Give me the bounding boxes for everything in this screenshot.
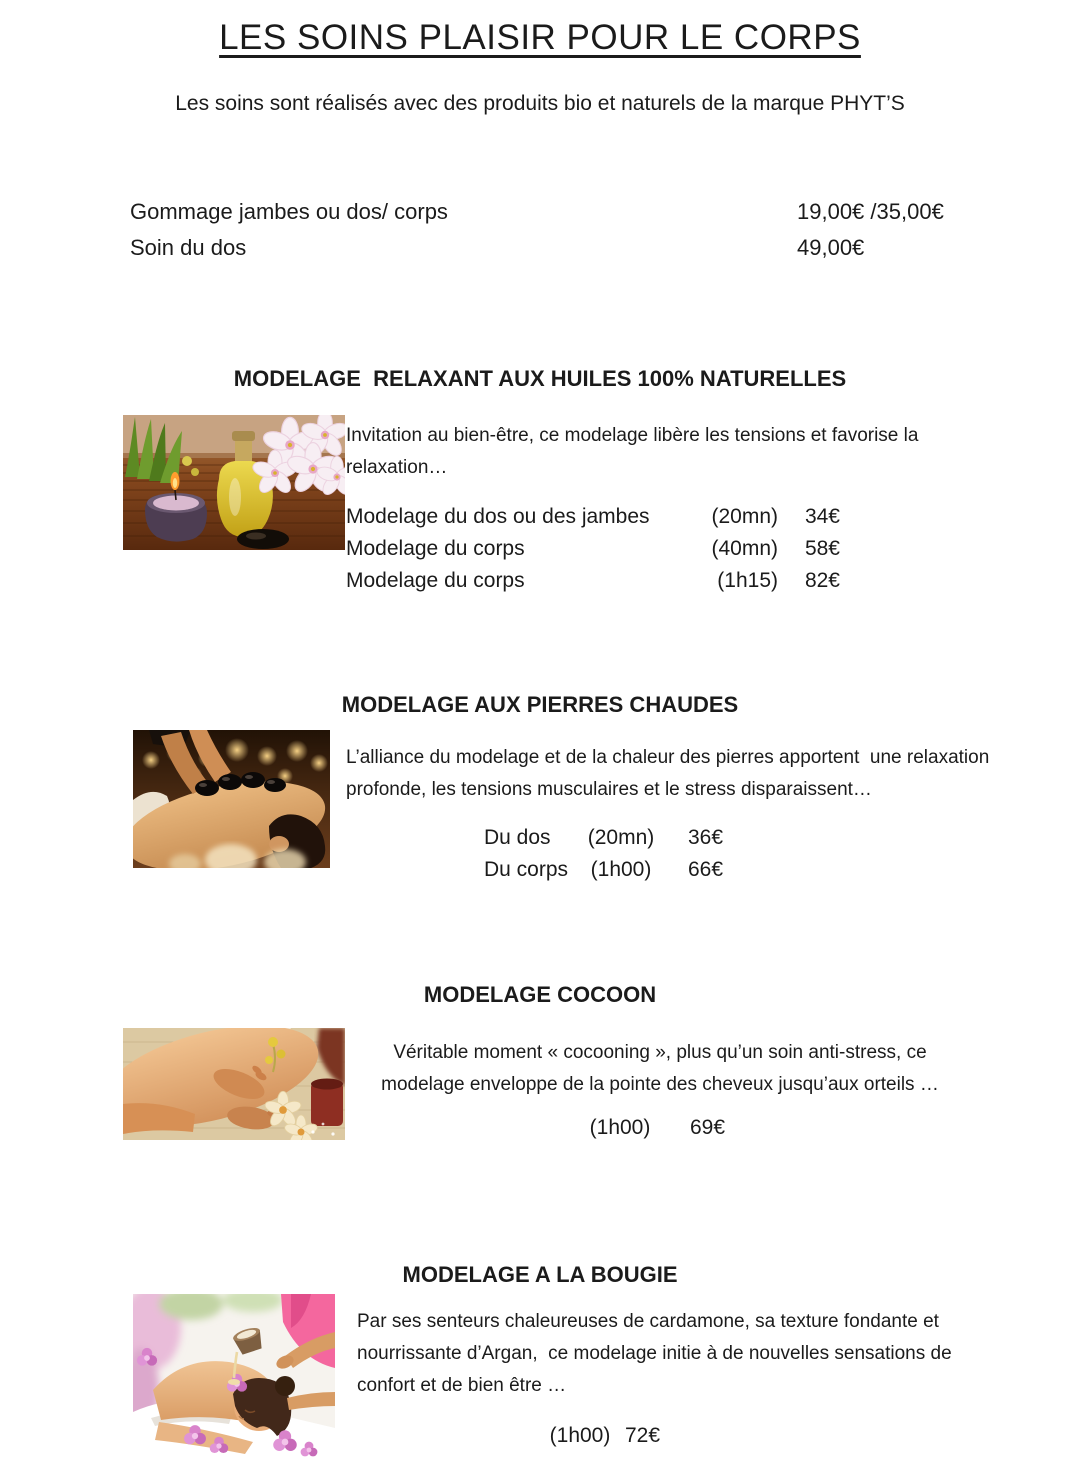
section-heading-bougie: MODELAGE A LA BOUGIE xyxy=(402,1262,678,1287)
service-price: 66€ xyxy=(688,858,724,881)
service-duration: (1h00) xyxy=(590,858,652,881)
service-price: 36€ xyxy=(688,826,724,849)
hot-stone-massage-photo xyxy=(133,730,330,868)
service-price: 69€ xyxy=(690,1116,726,1139)
service-duration: (1h00) xyxy=(549,1424,611,1447)
service-name: Modelage du corps xyxy=(346,537,525,560)
service-price: 72€ xyxy=(625,1424,661,1447)
service-price: 19,00€ /35,00€ xyxy=(797,199,944,224)
section-description: Invitation au bien-être, ce modelage libère les tensions et favorise la relaxation… xyxy=(346,425,924,478)
service-price: 82€ xyxy=(804,569,840,592)
service-label: Gommage jambes ou dos/ corps xyxy=(130,199,448,224)
service-duration: (20mn) xyxy=(711,505,778,528)
service-price: 58€ xyxy=(804,537,840,560)
section-description: Par ses senteurs chaleureuses de cardamone, sa texture fondante et nourrissante d’Argan, ce modelage initie à de nouvelles sensations de confort et de bien être … xyxy=(357,1311,957,1396)
candle-massage-photo xyxy=(133,1294,335,1460)
section-description: L’alliance du modelage et de la chaleur des pierres apportent une relaxation profonde, les tensions musculaires et le stress disparaissent… xyxy=(346,747,995,800)
service-name: Du dos xyxy=(484,826,551,849)
service-duration: (1h00) xyxy=(589,1116,651,1139)
back-massage-flowers-photo xyxy=(123,1028,345,1140)
service-duration: (1h15) xyxy=(717,569,778,592)
section-heading-pierres-chaudes: MODELAGE AUX PIERRES CHAUDES xyxy=(341,692,739,717)
service-name: Modelage du corps xyxy=(346,569,525,592)
service-name: Modelage du dos ou des jambes xyxy=(346,505,650,528)
service-duration: (40mn) xyxy=(711,537,778,560)
service-price: 34€ xyxy=(804,505,840,528)
oil-bottle-candle-orchid-photo xyxy=(123,415,345,550)
service-name: Du corps xyxy=(484,858,569,881)
section-description: Véritable moment « cocooning », plus qu’un soin anti-stress, ce modelage enveloppe de la pointe des cheveux jusqu’aux orteils … xyxy=(381,1042,939,1095)
page-title: LES SOINS PLAISIR POUR LE CORPS xyxy=(219,18,861,57)
section-heading-cocoon: MODELAGE COCOON xyxy=(423,982,657,1007)
page-subtitle: Les soins sont réalisés avec des produits bio et naturels de la marque PHYT’S xyxy=(175,92,905,115)
section-heading-huiles: MODELAGE RELAXANT AUX HUILES 100% NATURELLES xyxy=(233,366,847,391)
service-label: Soin du dos xyxy=(130,235,247,260)
service-duration: (20mn) xyxy=(587,826,655,849)
service-price: 49,00€ xyxy=(797,235,865,260)
